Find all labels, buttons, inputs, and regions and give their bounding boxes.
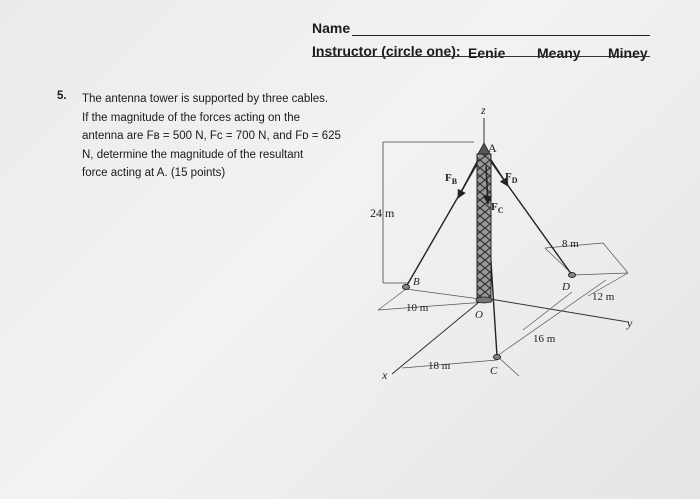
problem-line: force acting at A. (15 points) xyxy=(82,167,226,180)
dim-line-10m xyxy=(378,302,486,310)
instructor-option-eenie: Eenie xyxy=(468,45,506,61)
problem-line: The antenna tower is supported by three cables. xyxy=(82,93,329,105)
dim-12m-label: 12 m xyxy=(592,291,615,303)
fc-label: $F_C$ xyxy=(491,201,504,215)
point-a-label: A xyxy=(488,141,497,155)
x-axis-label: x xyxy=(382,368,388,382)
problem-number: 5. xyxy=(57,90,67,102)
problem-line: If the magnitude of the forces acting on the xyxy=(82,111,301,124)
antenna-tower xyxy=(477,154,491,302)
dim-18m-label: 18 m xyxy=(428,360,451,372)
instructor-option-meany: Meany xyxy=(537,45,581,61)
point-b-label: B xyxy=(413,276,420,288)
height-24m-label: 24 m xyxy=(370,206,395,220)
name-label: Name xyxy=(312,20,351,36)
fd-label: $F_D$ xyxy=(505,171,518,185)
problem-line: antenna are Fʙ = 500 N, Fᴄ = 700 N, and Fᴅ = 625 xyxy=(82,130,341,143)
z-axis-label: z xyxy=(481,103,486,117)
point-o-label: O xyxy=(475,309,483,321)
anchor-d xyxy=(569,273,576,278)
instructor-option-miney: Miney xyxy=(608,45,648,61)
point-d-label: D xyxy=(562,281,570,293)
anchor-b xyxy=(403,285,410,290)
point-c-label: C xyxy=(490,365,498,377)
y-axis-label: y xyxy=(627,316,633,330)
force-arrow-fb xyxy=(458,160,478,198)
problem-line: N, determine the magnitude of the resultant xyxy=(82,148,304,161)
instructor-label: Instructor (circle one): xyxy=(312,43,461,59)
dim-16m-label: 16 m xyxy=(533,333,556,345)
fb-label: $F_B$ xyxy=(445,172,458,186)
anchor-c xyxy=(494,355,501,360)
tower-base xyxy=(476,297,492,303)
dim-8m-label: 8 m xyxy=(562,238,579,250)
dim-10m-label: 10 m xyxy=(406,302,429,314)
